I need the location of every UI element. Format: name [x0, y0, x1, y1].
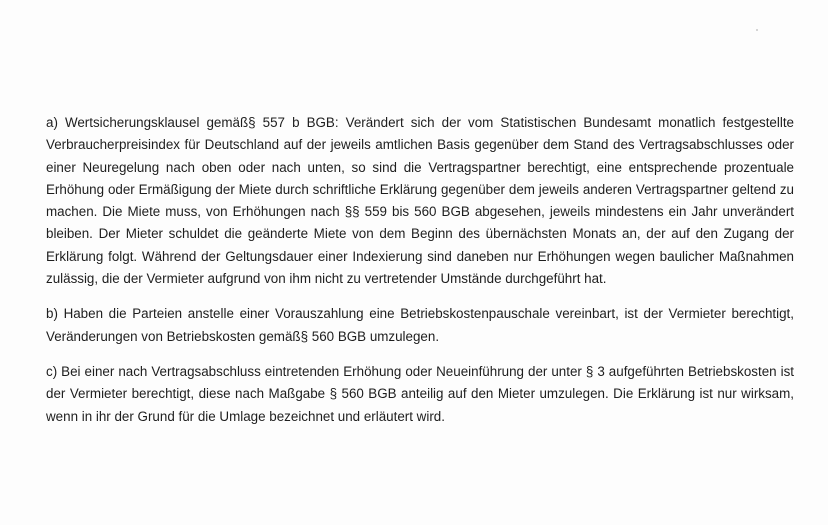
contract-clause-text	[46, 112, 794, 441]
scan-speck	[756, 29, 758, 31]
paragraph-c-betriebskosten-erhoehung: c) Bei einer nach Vertragsabschluss eintretenden Erhöhung oder Neueinführung der unter § 3 aufgeführten Betriebskosten ist der Vermieter berechtigt, diese nach Maßgabe § 560 BGB anteilig auf den Mieter umzulegen. Die Erklärung ist nur wirksam, wenn in ihr der Grund für die Umlage bezeichnet und erläutert wird.	[46, 363, 794, 424]
paragraph-b-betriebskostenpauschale: b) Haben die Parteien anstelle einer Vorauszahlung eine Betriebskostenpauschale vereinbart, ist der Vermieter berechtigt, Veränderungen von Betriebskosten gemäß§ 560 BGB umzulegen.	[46, 306, 794, 344]
paragraph-a-wertsicherungsklausel: a) Wertsicherungsklausel gemäß§ 557 b BGB: Verändert sich der vom Statistischen Bundesamt monatlich festgestellte Verbraucherpreisindex für Deutschland auf der jeweils amtlichen Basis gegenüber dem Stand des Vertragsabschlusses oder einer Neuregelung nach oben oder nach unten, so sind die Vertragspartner berechtigt, eine entsprechende prozentuale Erhöhung oder Ermäßigung der Miete durch schriftliche Erklärung gegenüber dem jeweils anderen Vertragspartner geltend zu machen. Die Miete muss, von Erhöhungen nach §§ 559 bis 560 BGB abgesehen, jeweils mindestens ein Jahr unverändert bleiben. Der Mieter schuldet die geänderte Miete von dem Beginn des übernächsten Monats an, der auf den Zugang der Erklärung folgt. Während der Geltungsdauer einer Indexierung sind daneben nur Erhöhungen wegen baulicher Maßnahmen zulässig, die der Vermieter aufgrund von ihm nicht zu vertretender Umstände durchgeführt hat.	[46, 115, 794, 287]
